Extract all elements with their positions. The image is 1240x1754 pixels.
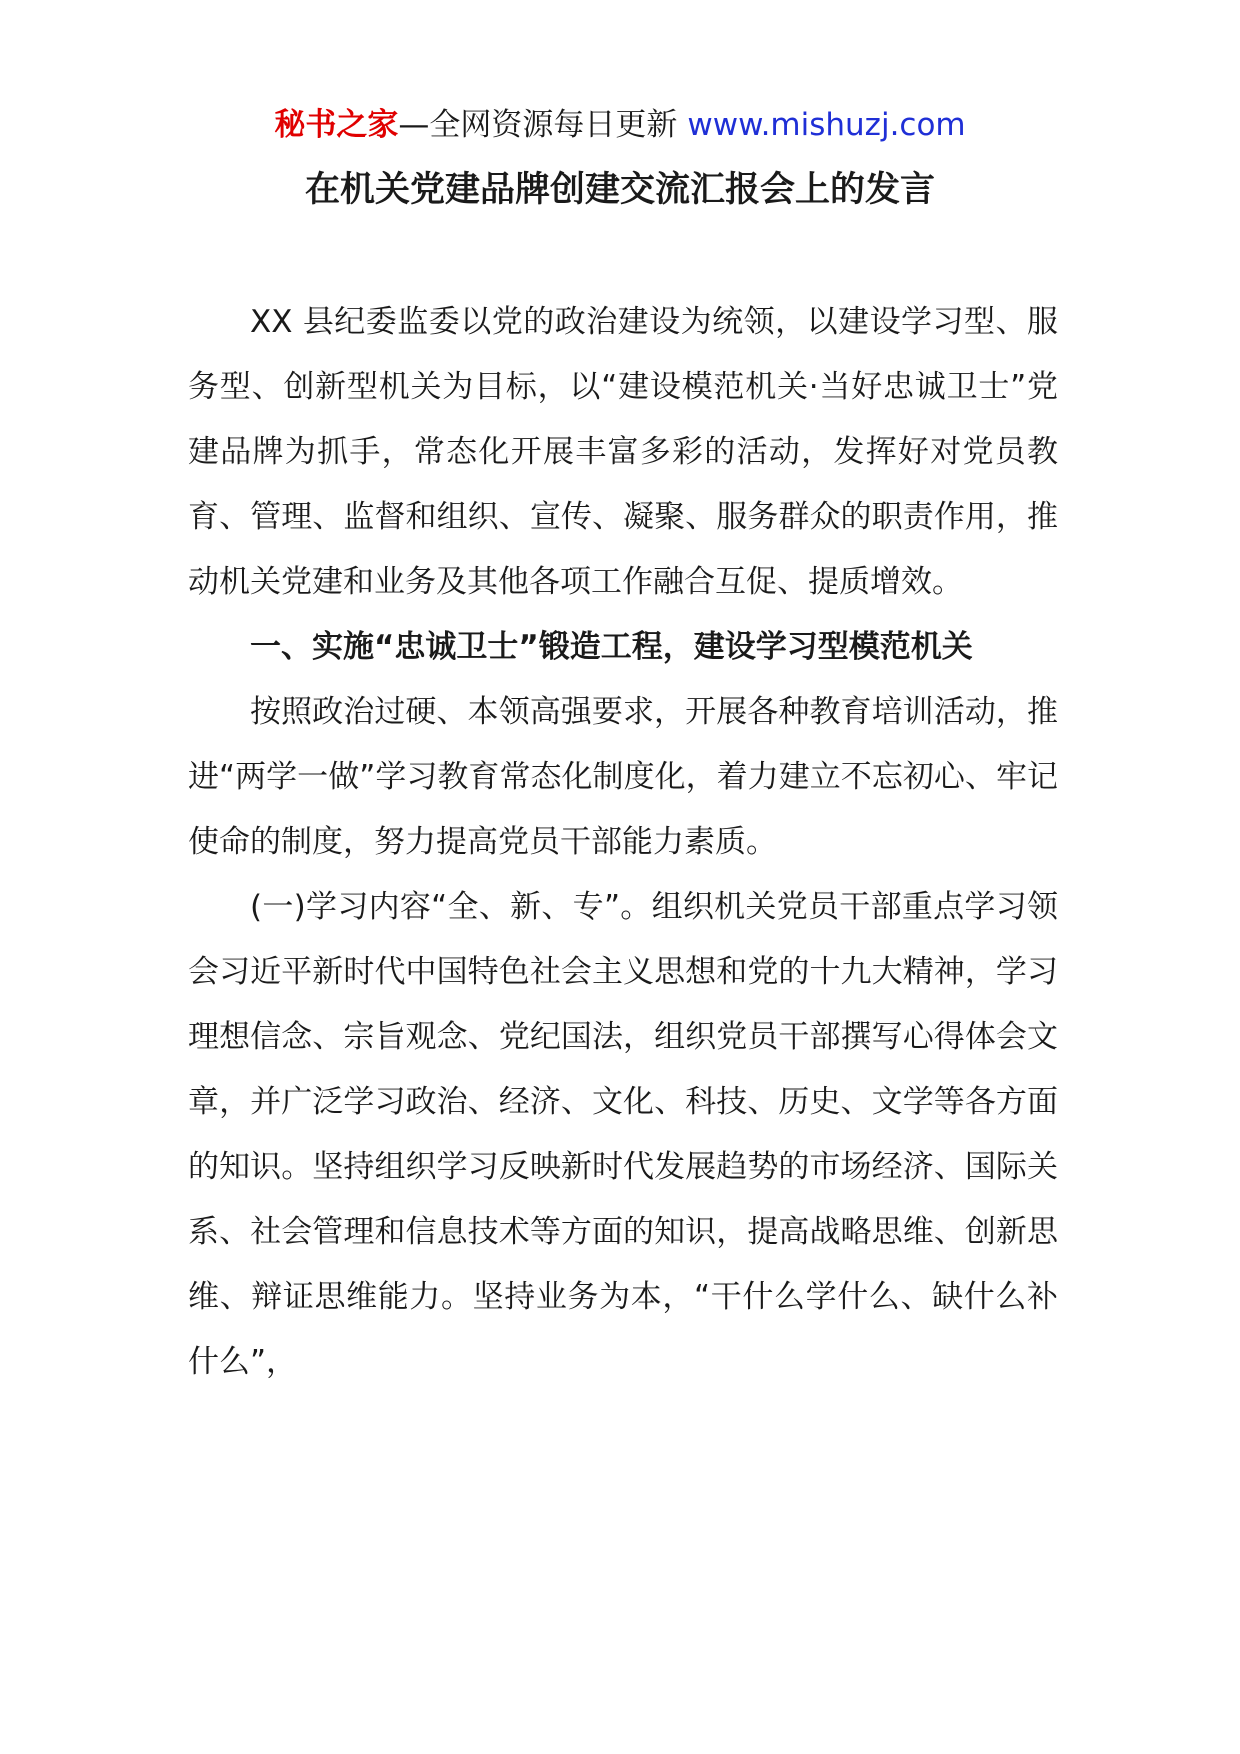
intro-paragraph: XX 县纪委监委以党的政治建设为统领，以建设学习型、服务型、创新型机关为目标，以“建设模范机关·当好忠诚卫士”党建品牌为抓手，常态化开展丰富多彩的活动，发挥好对党员教育、管理、监督和组织、宣传、凝聚、服务群众的职责作用，推动机关党建和业务及其他各项工作融合互促、提质增效。 <box>188 304 1058 600</box>
site-url-link[interactable]: www.mishuzj.com <box>687 107 966 143</box>
subsection-paragraph-1: (一)学习内容“全、新、专”。组织机关党员干部重点学习领会习近平新时代中国特色社会主义思想和党的十九大精神，学习理想信念、宗旨观念、党纪国法，组织党员干部撰写心得体会文章，并广泛学习政治、经济、文化、科技、历史、文学等各方面的知识。坚持组织学习反映新时代发展趋势的市场经济、国际关系、社会管理和信息技术等方面的知识，提高战略思维、创新思维、辩证思维能力。坚持业务为本，“干什么学什么、缺什么补什么”， <box>188 889 1058 1380</box>
section-paragraph-1: 按照政治过硬、本领高强要求，开展各种教育培训活动，推进“两学一做”学习教育常态化制度化，着力建立不忘初心、牢记使命的制度，努力提高党员干部能力素质。 <box>188 694 1058 860</box>
site-header <box>0 103 1240 147</box>
document-body <box>188 290 1058 1395</box>
section-heading-1: 一、实施“忠诚卫士”锻造工程，建设学习型模范机关 <box>250 629 973 665</box>
brand-name: 秘书之家 <box>274 107 399 143</box>
header-tagline: —全网资源每日更新 <box>398 107 678 143</box>
document-title: 在机关党建品牌创建交流汇报会上的发言 <box>304 170 935 210</box>
